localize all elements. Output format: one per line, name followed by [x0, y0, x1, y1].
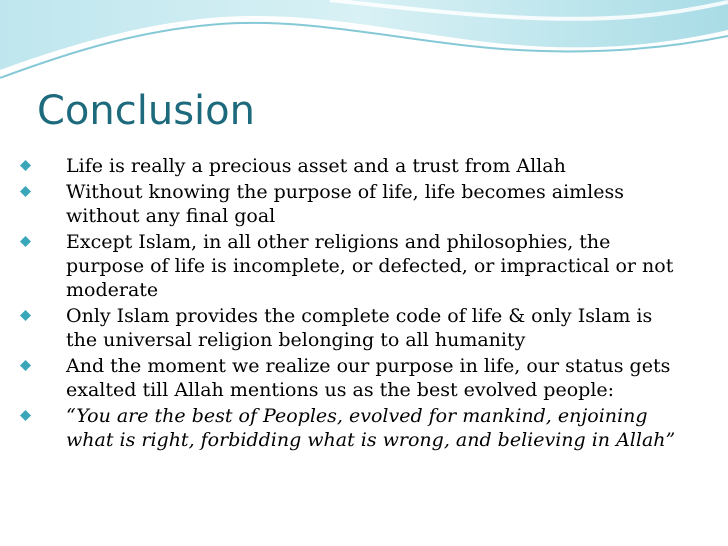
- bullet-text: Except Islam, in all other religions and philosophies, the purpose of life is incomplete, or defected, or impractical or not moderate: [66, 231, 674, 301]
- bullet-text: Without knowing the purpose of life, life becomes aimless without any final goal: [66, 181, 625, 227]
- bullet-list: [20, 154, 680, 454]
- bullet-item: [20, 304, 680, 352]
- bullet-item: [20, 180, 680, 228]
- diamond-bullet-icon: [20, 236, 31, 247]
- diamond-bullet-icon: [20, 410, 31, 421]
- bullet-item: [20, 154, 680, 178]
- slide-title: Conclusion: [37, 88, 255, 134]
- bullet-text: And the moment we realize our purpose in life, our status gets exalted till Allah mentions us as the best evolved people:: [66, 355, 671, 401]
- bullet-text: Only Islam provides the complete code of life & only Islam is the universal religion belonging to all humanity: [66, 305, 653, 351]
- diamond-bullet-icon: [20, 160, 31, 171]
- diamond-bullet-icon: [20, 186, 31, 197]
- header-wave-decoration: [0, 0, 728, 90]
- bullet-item: [20, 354, 680, 402]
- bullet-item: [20, 404, 680, 452]
- bullet-text: Life is really a precious asset and a trust from Allah: [66, 155, 566, 177]
- diamond-bullet-icon: [20, 310, 31, 321]
- bullet-item: [20, 230, 680, 302]
- bullet-text: “You are the best of Peoples, evolved for mankind, enjoining what is right, forbidding what is wrong, and believing in Allah”: [66, 405, 676, 451]
- diamond-bullet-icon: [20, 360, 31, 371]
